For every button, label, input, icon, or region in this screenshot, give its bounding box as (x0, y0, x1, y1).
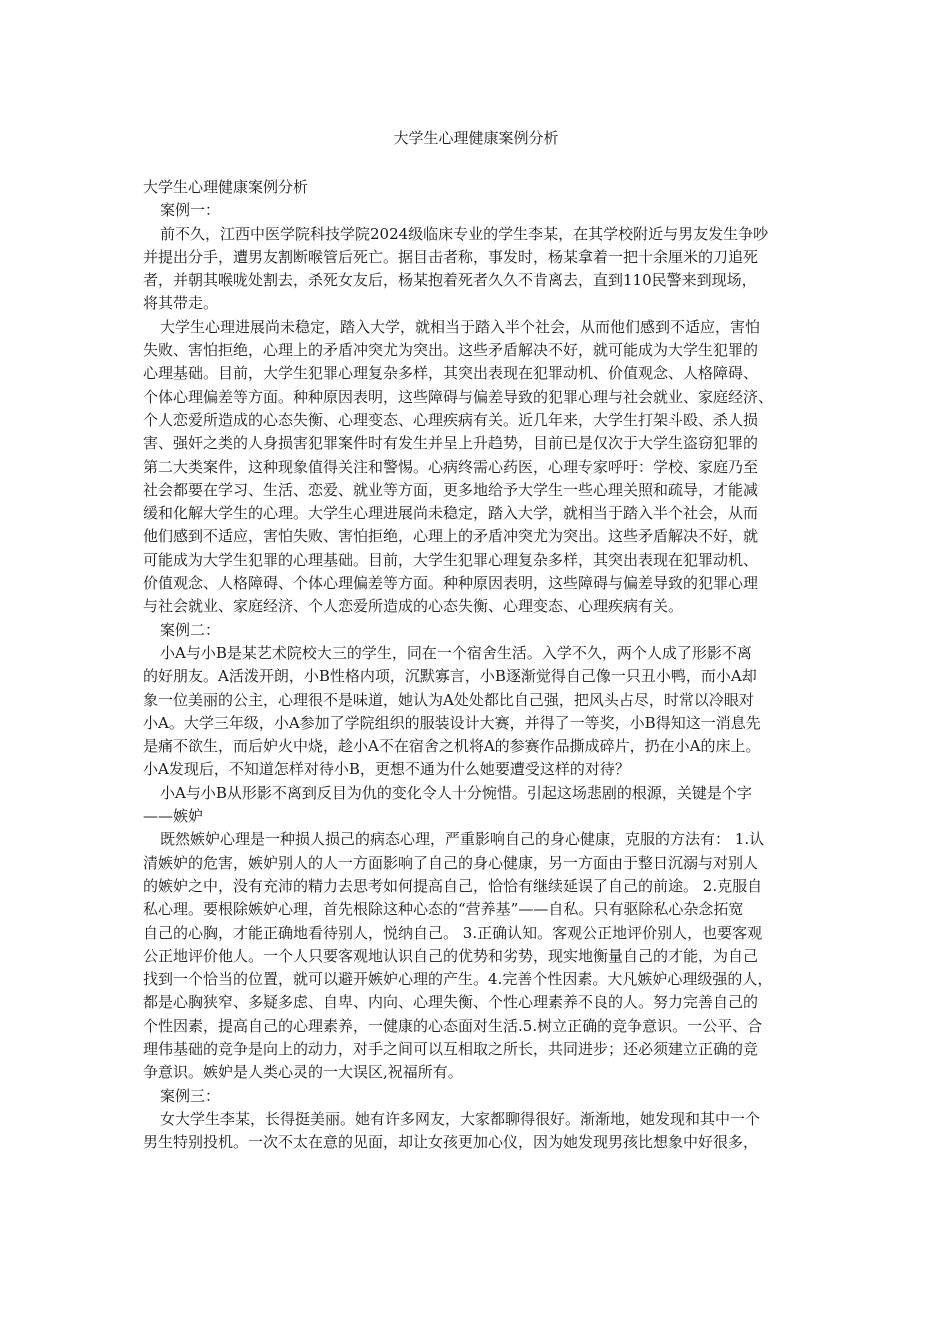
text-line: 将其带走。 (143, 294, 219, 313)
text-line: 害、强奸之类的人身损害犯罪案件时有发生并呈上升趋势，目前已是仅次于大学生盗窃犯罪的 (143, 434, 759, 453)
text-line: 个体心理偏差等方面。种种原因表明，这些障碍与偏差导致的犯罪心理与社会就业、家庭经济、 (143, 387, 774, 406)
text-line: 个人恋爱所造成的心态失衡、心理变态、心理疾病有关。近几年来，大学生打架斗殴、杀人损 (143, 410, 759, 429)
text-line: 女大学生李某，长得挺美丽。她有许多网友，大家都聊得很好。渐渐地，她发现和其中一个 (160, 1109, 761, 1128)
text-line: 大学生心理健康案例分析 (143, 178, 309, 196)
text-line: 案例三： (160, 1086, 221, 1105)
text-line: 是痛不欲生，而后妒火中烧，趁小A不在宿舍之机将A的参赛作品撕成碎片，扔在小A的床上。 (143, 737, 761, 756)
text-line: 失败、害怕拒绝，心理上的矛盾冲突尤为突出。这些矛盾解决不好，就可能成为大学生犯罪的 (143, 341, 759, 360)
text-line: 第二大类案件，这种现象值得关注和警惕。心病终需心药医，心理专家呼吁：学校、家庭乃至 (143, 457, 759, 476)
text-line: 象一位美丽的公主，心理很不是味道，她认为A处处都比自己强，把风头占尽，时常以冷眼对 (143, 690, 754, 709)
text-line: 与社会就业、家庭经济、个人恋爱所造成的心态失衡、心理变态、心理疾病有关。 (143, 597, 684, 616)
text-line: 社会都要在学习、生活、恋爱、就业等方面，更多地给予大学生一些心理关照和疏导，才能减 (143, 480, 759, 499)
text-line: 并提出分手，遭男友割断喉管后死亡。据目击者称，事发时，杨某拿着一把十余厘米的刀追死 (143, 247, 759, 266)
text-line: 找到一个恰当的位置，就可以避开嫉妒心理的产生。4.完善个性因素。大凡嫉妒心理级强的人， (143, 970, 773, 989)
text-line: 案例一： (160, 201, 221, 220)
text-line: 价值观念、人格障碍、个体心理偏差等方面。种种原因表明，这些障碍与偏差导致的犯罪心理 (143, 574, 759, 593)
text-line: 个性因素，提高自己的心理素养，一健康的心态面对生活.5.树立正确的竞争意识。一公平、合 (143, 1016, 763, 1035)
text-line: 自己的心胸，才能正确地看待别人，悦纳自己。 3.正确认知。客观公正地评价别人，也要客观 (143, 923, 763, 942)
text-line: 理伟基础的竞争是向上的动力，对手之间可以互相取之所长，共同进步；还必须建立正确的竞 (143, 1039, 759, 1058)
text-line: 男生特别投机。一次不太在意的见面，却让女孩更加心仪，因为她发现男孩比想象中好很多， (143, 1133, 759, 1152)
text-line: 大学生心理进展尚未稳定，踏入大学，就相当于踏入半个社会，从而他们感到不适应，害怕 (160, 317, 761, 336)
text-line: 小A。大学三年级，小A参加了学院组织的服装设计大赛，并得了一等奖，小B得知这一消息先 (143, 713, 761, 732)
text-line: 小A与小B从形影不离到反目为仇的变化令人十分惋惜。引起这场悲剧的根源，关键是个字 (160, 783, 752, 802)
text-line: 者，并朝其喉咙处割去，杀死女友后，杨某抱着死者久久不肯离去，直到110民警来到现场， (143, 271, 757, 290)
text-line: 心理基础。目前，大学生犯罪心理复杂多样，其突出表现在犯罪动机、价值观念、人格障碍、 (143, 364, 759, 383)
text-line: 既然嫉妒心理是一种损人损己的病态心理，严重影响自己的身心健康，克服的方法有： 1.认 (160, 830, 765, 849)
document-title: 大学生心理健康案例分析 (393, 129, 559, 147)
text-line: 缓和化解大学生的心理。大学生心理进展尚未稳定，踏入大学，就相当于踏入半个社会，从而 (143, 504, 759, 523)
text-line: 私心理。要根除嫉妒心理，首先根除这种心态的“营养基”——自私。只有驱除私心杂念拓宽 (143, 900, 744, 919)
text-line: 的好朋友。A活泼开朗，小B性格内项，沉默寡言，小B逐渐觉得自己像一只丑小鸭，而小A却 (143, 667, 757, 686)
text-line: 都是心胸狭窄、多疑多虑、自卑、内向、心理失衡、个性心理素养不良的人。努力完善自己的 (143, 993, 759, 1012)
text-line: 小A发现后，不知道怎样对待小B，更想不通为什么她要遭受这样的对待？ (143, 760, 630, 779)
text-line: 他们感到不适应，害怕失败、害怕拒绝，心理上的矛盾冲突尤为突出。这些矛盾解决不好，就 (143, 527, 759, 546)
text-line: ——嫉妒 (143, 807, 204, 826)
text-line: 公正地评价他人。一个人只要客观地认识自己的优势和劣势，现实地衡量自己的才能，为自己 (143, 946, 759, 965)
text-line: 争意识。嫉妒是人类心灵的一大误区,祝福所有。 (143, 1063, 463, 1082)
text-line: 清嫉妒的危害，嫉妒别人的人一方面影响了自己的身心健康，另一方面由于整日沉溺与对别人 (143, 853, 759, 872)
text-line: 可能成为大学生犯罪的心理基础。目前，大学生犯罪心理复杂多样，其突出表现在犯罪动机、 (143, 550, 759, 569)
text-line: 前不久，江西中医学院科技学院2024级临床专业的学生李某，在其学校附近与男友发生争吵 (160, 224, 769, 243)
text-line: 的嫉妒之中，没有充沛的精力去思考如何提高自己，恰恰有继续延误了自己的前途。 2.克服自 (143, 876, 763, 895)
document-body (143, 176, 809, 1154)
text-line: 案例二： (160, 620, 221, 639)
text-line: 小A与小B是某艺术院校大三的学生，同在一个宿舍生活。入学不久，两个人成了形影不离 (160, 643, 752, 662)
